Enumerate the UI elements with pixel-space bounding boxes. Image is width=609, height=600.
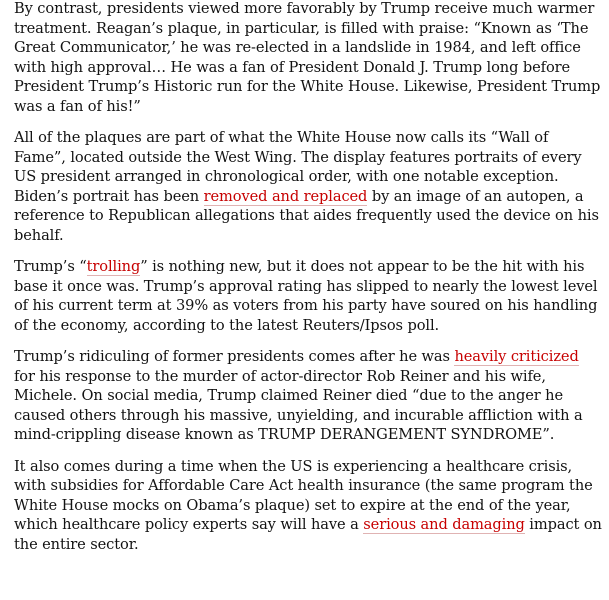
paragraph-text: It also comes during a time when the US is experiencing a healthcare crisis, with subsidies for Affordable Care Act health insurance (the same program the White House mocks on Obama’s plaque) set to expire at the end of the year, which healthcare policy experts say will have a bbox=[14, 457, 593, 533]
link-trolling[interactable]: trolling bbox=[86, 258, 141, 275]
paragraph-wall-of-fame bbox=[14, 128, 604, 245]
paragraph-text: impact on the entire sector. bbox=[14, 516, 602, 553]
paragraph-ridiculing bbox=[14, 347, 604, 445]
link-heavily-criticized[interactable]: heavily criticized bbox=[454, 348, 579, 365]
paragraph-text: Trump’s ridiculing of former presidents comes after he was bbox=[14, 348, 455, 365]
paragraph-text: ” is nothing new, but it does not appear to be the hit with his base it once was. Trump’s approval rating has slipped to nearly the lowest level of his current term at 39% as voters from his party have soured on his handling of the economy, according to the latest Reuters/Ipsos poll. bbox=[14, 258, 598, 334]
paragraph-text: All of the plaques are part of what the White House now calls its “Wall of Fame”, located outside the West Wing. The display features portraits of every US president arranged in chronological order, with one notable exception. Biden’s portrait has been bbox=[14, 129, 582, 205]
paragraph-trolling bbox=[14, 257, 604, 335]
link-removed-and-replaced[interactable]: removed and replaced bbox=[203, 187, 368, 205]
paragraph-text: By contrast, presidents viewed more favorably by Trump receive much warmer treatment. Reagan’s plaque, in particular, is filled with praise: “Known as ‘The Great Communicator,’ he was re-elected in a landslide in 1984, and left office with high approval… He was a fan of President Donald J. Trump long before President Trump’s Historic run for the White House. Likewise, President Trump was a fan of his!” bbox=[14, 0, 601, 115]
paragraph-healthcare bbox=[14, 457, 604, 555]
link-serious-and-damaging[interactable]: serious and damaging bbox=[363, 516, 525, 533]
paragraph-reagan-plaque bbox=[14, 0, 604, 116]
paragraph-text: Trump’s “ bbox=[14, 258, 87, 275]
article-body bbox=[14, 0, 604, 566]
paragraph-text: by an image of an autopen, a reference to Republican allegations that aides frequently used the device on his behalf. bbox=[14, 187, 599, 244]
paragraph-text: for his response to the murder of actor-director Rob Reiner and his wife, Michele. On social media, Trump claimed Reiner died “due to the anger he caused others through his massive, unyielding, and incurable affliction with a mind-crippling disease known as TRUMP DERANGEMENT SYNDROME”. bbox=[14, 367, 583, 443]
